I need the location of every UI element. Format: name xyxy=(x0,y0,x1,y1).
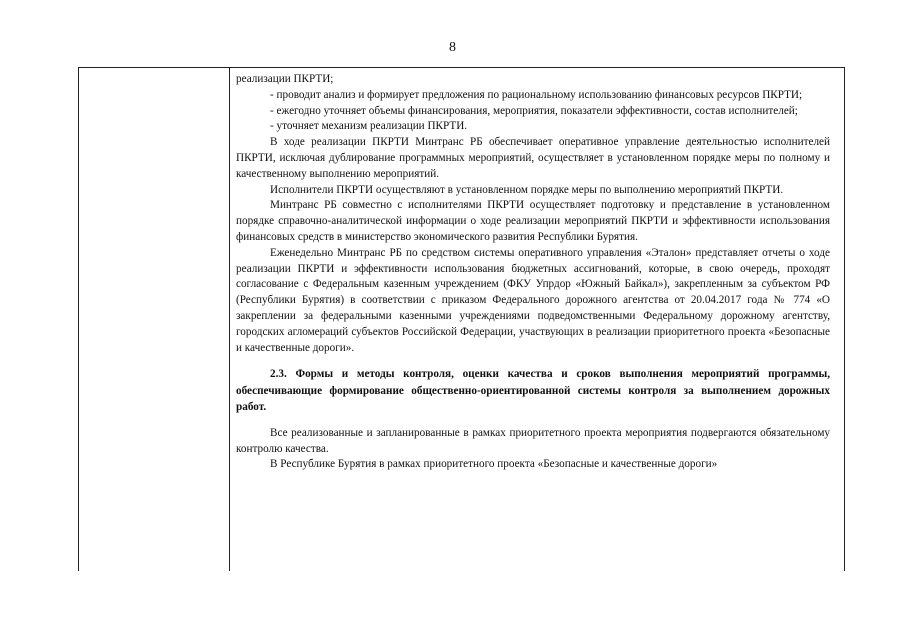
paragraph-1: реализации ПКРТИ; xyxy=(236,73,334,85)
content-table xyxy=(78,67,845,571)
paragraph-3: - ежегодно уточняет объемы финансирования, мероприятия, показатели эффективности, состав исполнителей; xyxy=(270,104,798,117)
paragraph-2: - проводит анализ и формирует предложения по рациональному использованию финансовых ресурсов ПКРТИ; xyxy=(270,88,803,101)
paragraph-10: В Республике Бурятия в рамках приоритетного проекта «Безопасные и качественные дороги» xyxy=(270,458,718,471)
paragraph-9: Все реализованные и запланированные в рамках приоритетного проекта мероприятия подвергаются обязательному контролю качества. xyxy=(236,426,830,455)
page-number: 8 xyxy=(449,40,456,55)
paragraph-5: В ходе реализации ПКРТИ Минтранс РБ обеспечивает оперативное управление деятельностью исполнителей ПКРТИ, исключая дублирование программных мероприятий, осуществляет в установленном порядке меры по полному и качественному выполнению мероприятий. xyxy=(236,136,830,180)
paragraph-6: Исполнители ПКРТИ осуществляют в установленном порядке меры по выполнению мероприятий ПКРТИ. xyxy=(270,183,784,196)
paragraph-4: - уточняет механизм реализации ПКРТИ. xyxy=(270,120,468,133)
table-left-cell xyxy=(79,68,230,571)
paragraph-8: Еженедельно Минтранс РБ по средством системы оперативного управления «Эталон» представляет отчеты о ходе реализации ПКРТИ и эффективности использования бюджетных ассигнований, которые, в свою очередь, проходят согласование с Федеральным казенным учреждением (ФКУ Упрдор «Южный Байкал»), закрепленным за субъектом РФ (Республики Бурятия) в соответствии с приказом Федерального дорожного агентства от 20.04.2017 года № 774 «О закреплении за федеральными казенными учреждениями подведомственными Федеральному дорожному агентству, городских агломераций субъектов Российской Федерации, участвующих в реализации приоритетного проекта «Безопасные и качественные дороги». xyxy=(236,246,830,354)
section-heading: 2.3. Формы и методы контроля, оценки качества и сроков выполнения мероприятий программы, обеспечивающие формирование общественно-ориентированной системы контроля за выполнением дорожных работ. xyxy=(236,368,830,414)
table-right-cell xyxy=(236,72,830,473)
paragraph-7: Минтранс РБ совместно с исполнителями ПКРТИ осуществляет подготовку и представление в установленном порядке справочно-аналитической информации о ходе реализации мероприятий ПКРТИ и эффективности использования финансовых средств в министерство экономического развития Республики Бурятия. xyxy=(236,199,830,243)
